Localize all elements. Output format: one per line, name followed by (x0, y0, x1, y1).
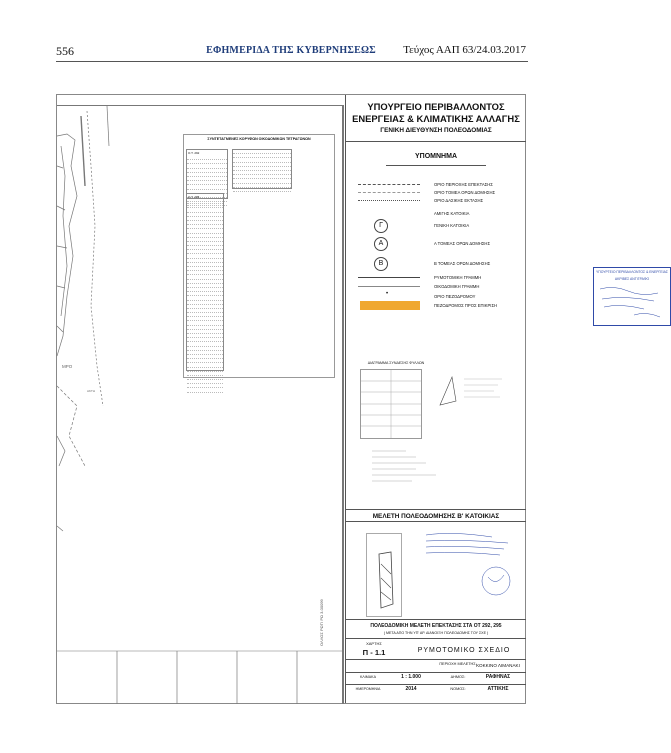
divider (346, 521, 526, 522)
page-number: 556 (56, 44, 74, 58)
legend-street-line: ΡΥΜΟΤΟΜΙΚΗ ΓΡΑΜΜΗ (434, 275, 482, 280)
header-rule (56, 61, 528, 62)
handwritten-approval (422, 529, 518, 601)
coordinates-caption: ΣΥΝΤΕΤΑΓΜΕΝΕΣ ΚΟΡΥΦΩΝ ΟΙΚΟΔΟΜΙΚΩΝ ΤΕΤΡΑΓΩΝΩΝ (207, 137, 311, 141)
svg-text:ΜΡΟ: ΜΡΟ (62, 364, 73, 369)
legend-symbol-extension (358, 184, 420, 185)
divider (346, 638, 526, 639)
divider (346, 659, 526, 660)
prefecture-label: ΝΟΜΟΣ: (450, 687, 466, 691)
legend-symbol-forest (358, 200, 420, 201)
study-title: ΜΕΛΕΤΗ ΠΟΛΕΟΔΟΜΗΣΗΣ Β' ΚΑΤΟΙΚΙΑΣ (372, 513, 500, 520)
divider (346, 672, 526, 673)
north-arrow-icon (432, 371, 512, 411)
project-subtitle: ( ΜΕΤΑ ΑΠΟ ΤΗΝ ΥΠ' ΑΡ. ΔΙΑΝΟΙΞΗ ΠΟΛΕΟΔΟΜΗΣ ΤΟΥ ΣΧΕ ) (383, 631, 489, 635)
ministry-line-2: ΕΝΕΡΓΕΙΑΣ & ΚΛΙΜΑΤΙΚΗΣ ΑΛΛΑΓΗΣ (352, 113, 520, 124)
divider (346, 141, 526, 142)
date-value: 2014 (405, 686, 417, 692)
sheet-name: ΡΥΜΟΤΟΜΙΚΟ ΣΧΕΔΙΟ (417, 647, 511, 654)
divider (346, 684, 526, 685)
issue-reference: Τεύχος ΑΑΠ 63/24.03.2017 (403, 44, 526, 56)
map-index-grid (360, 369, 422, 439)
approval-stamp (593, 267, 671, 326)
svg-text:ΑΚΤΗ: ΑΚΤΗ (87, 389, 96, 393)
title-panel (345, 95, 668, 703)
directorate-label: ΓΕΝΙΚΗ ΔΙΕΥΘΥΝΣΗ ΠΟΛΕΟΔΟΜΙΑΣ (380, 127, 492, 134)
sheet-label: ΧΑΡΤΗΣ (366, 641, 382, 646)
stamp-ref: ΑΚΡΙΒΕΣ ΑΝΤΙΓΡΑΦΟ (614, 277, 650, 281)
zone-a-symbol: Α (374, 237, 388, 251)
coordinates-table-c (186, 193, 224, 371)
block-a-label: Ο.Τ. 292 (188, 151, 200, 155)
ministry-line-1: ΥΠΟΥΡΓΕΙΟ ΠΕΡΙΒΑΛΛΟΝΤΟΣ (367, 101, 505, 112)
prefecture-value: ΑΤΤΙΚΗΣ (487, 686, 509, 692)
sheet-side-text: ΟΛΛΟΣ ΡΩΤΙ ΡΩ 3-00099 (319, 599, 324, 646)
coordinates-table-b (232, 149, 292, 189)
legend-building-line: ΟΙΚΟΔΟΜΙΚΗ ΓΡΑΜΜΗ (434, 284, 480, 289)
page-header (0, 42, 582, 62)
area-value: ΚΟΚΚΙΝΟ ΛΙΜΑΝΑΚΙ (476, 663, 520, 668)
divider (346, 619, 526, 620)
map-index-label: ΔΙΑΓΡΑΜΜΑ ΣΥΝΔΕΣΗΣ ΦΥΛΛΩΝ (367, 361, 425, 365)
sheet-code: Π - 1.1 (362, 648, 386, 657)
divider (346, 509, 526, 510)
scale-label: ΚΛΙΜΑΚΑ (360, 675, 376, 679)
map-area (57, 105, 344, 704)
stamp-handwriting (594, 281, 666, 321)
legend-zone-boundary: ΟΡΙΟ ΤΟΜΕΑ ΟΡΩΝ ΔΟΜΗΣΗΣ (434, 190, 496, 195)
legend-symbol-building (358, 286, 420, 287)
municipality-label: ΔΗΜΟΣ: (450, 675, 466, 679)
legend-forest-boundary: ΟΡΙΟ ΔΑΣΙΚΗΣ ΕΚΤΑΣΗΣ (434, 198, 484, 203)
plan-sheet (56, 94, 668, 704)
date-label: ΗΜΕΡΟΜΗΝΙΑ (355, 687, 381, 691)
legend-general-housing: ΓΕΝΙΚΗ ΚΑΤΟΙΚΙΑ (434, 223, 470, 228)
legend-symbol-sidewalk: • (386, 291, 389, 297)
zone-b-symbol: Β (374, 257, 388, 271)
block-b-label: Ο.Τ. 295 (188, 195, 200, 199)
legend-symbol-zone (358, 192, 420, 193)
legend-extension-boundary: ΟΡΙΟ ΠΕΡΙΟΧΗΣ ΕΠΕΚΤΑΣΗΣ (434, 182, 493, 187)
gen-housing-symbol: Γ (374, 219, 388, 233)
legend-sidewalk-boundary: ΟΡΙΟ ΠΕΖΟΔΡΟΜΟΥ (434, 294, 476, 299)
legend-zone-a: Α ΤΟΜΕΑΣ ΟΡΩΝ ΔΟΜΗΣΗΣ (434, 241, 491, 246)
legend-pedestrian: ΠΕΖΟΔΡΟΜΟΣ ΠΡΟΣ ΕΠΙΚΡΙΣΗ (434, 303, 498, 308)
legend-title: ΥΠΟΜΝΗΜΑ (415, 153, 457, 160)
scale-value: 1 : 1.000 (401, 674, 421, 680)
legend-zone-b: Β ΤΟΜΕΑΣ ΟΡΩΝ ΔΟΜΗΣΗΣ (434, 261, 491, 266)
journal-title: ΕΦΗΜΕΡΙΔΑ ΤΗΣ ΚΥΒΕΡΝΗΣΕΩΣ (206, 45, 376, 56)
municipality-value: ΡΑΦΗΝΑΣ (485, 674, 511, 680)
legend-title-underline (386, 165, 486, 166)
stamp-title: ΥΠΟΥΡΓΕΙΟ ΠΕΡΙΒΑΛΛΟΝΤΟΣ & ΕΝΕΡΓΕΙΑΣ (596, 270, 668, 274)
coordinates-box (183, 134, 335, 378)
inset-plan (366, 533, 402, 617)
area-label: ΠΕΡΙΟΧΗ ΜΕΛΕΤΗΣ: (439, 662, 477, 666)
legend-swatch-pedestrian (360, 301, 420, 310)
notes-area (356, 445, 516, 495)
project-title: ΠΟΛΕΟΔΟΜΙΚΗ ΜΕΛΕΤΗ ΕΠΕΚΤΑΣΗΣ ΣΤΑ ΟΤ 292, 295 (370, 623, 502, 629)
legend-symbol-street (358, 277, 420, 278)
coordinates-table-a (186, 149, 228, 199)
legend-pure-housing: ΑΜΙΓΗΣ ΚΑΤΟΙΚΙΑ (434, 211, 470, 216)
